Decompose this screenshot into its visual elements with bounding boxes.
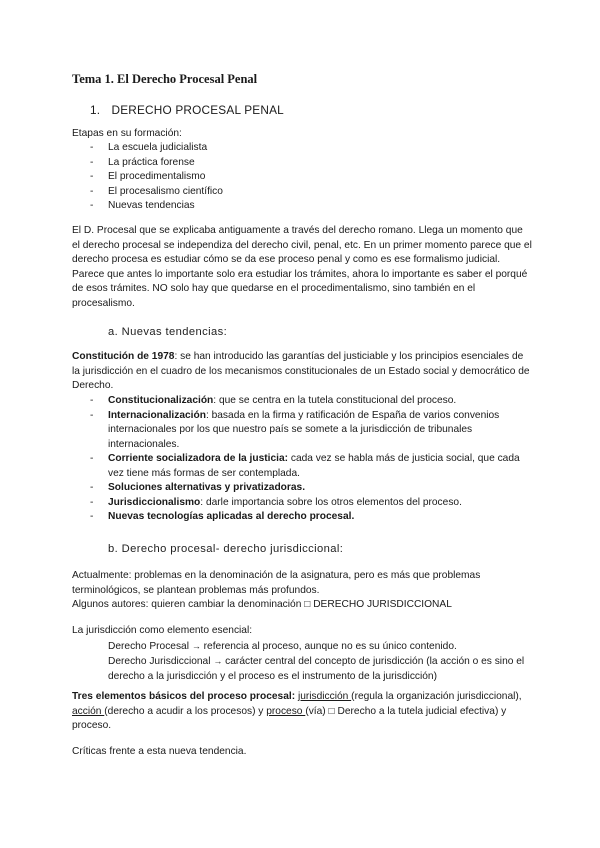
tres-elementos-paragraph: Tres elementos básicos del proceso procesal: jurisdicción (regula la organización jurisdiccional), acción (derecho a acudir a los procesos) y proceso (vía) □ Derecho a la tutela judicial efectiva) y proceso. — [72, 691, 522, 731]
arrow-icon: → — [213, 656, 223, 666]
list-item: - Internacionalización: basada en la firma y ratificación de España de varios convenios internacionales por los que nuestro país se somete a la jurisdicción de tribunales internacionales. — [90, 409, 500, 450]
derecho-jurisdiccional-line: Derecho Jurisdiccional → carácter central del concepto de jurisdicción (la acción o es sino el derecho a la jurisdicción y el proceso es el instrumento de la jurisdicción) — [108, 656, 525, 682]
section-number: 1. — [90, 103, 101, 117]
subsection-b-heading: b. Derecho procesal- derecho jurisdiccional: — [108, 543, 344, 555]
list-item: - La escuela judicialista — [90, 142, 208, 153]
section-heading — [90, 103, 284, 117]
section-title: DERECHO PROCESAL PENAL — [111, 103, 284, 117]
list-item: - La práctica forense — [90, 156, 195, 168]
list-item: - Nuevas tecnologías aplicadas al derecho procesal. — [90, 511, 355, 522]
criticas-paragraph: Críticas frente a esta nueva tendencia. — [72, 746, 247, 757]
box-symbol: □ — [328, 705, 335, 717]
list-item: - Corriente socializadora de la justicia: cada vez se habla más de justicia social, que cada vez tiene más formas de ser contemplada. — [90, 453, 520, 479]
autores-paragraph: Algunos autores: quieren cambiar la denominación □ DERECHO JURISDICCIONAL — [72, 599, 452, 610]
constitucion-paragraph: Constitución de 1978: se han introducido las garantías del justiciable y los principios esenciales de la jurisdicción en el cuadro de los mecanismos constitucionales de un Estado social y democrático de Derecho. — [72, 351, 530, 391]
list-item: - Constitucionalización: que se centra en la tutela constitucional del proceso. — [90, 395, 457, 406]
tendencias-list — [90, 394, 530, 525]
list-item: - Soluciones alternativas y privatizadoras. — [90, 482, 306, 493]
jurisdiccion-label: La jurisdicción como elemento esencial: — [72, 625, 253, 636]
list-item: - El procesalismo científico — [90, 185, 223, 197]
arrow-icon: → — [191, 641, 201, 651]
list-item: - Jurisdiccionalismo: darle importancia sobre los otros elementos del proceso. — [90, 496, 462, 508]
etapas-list — [90, 141, 530, 214]
intro-paragraph: El D. Procesal que se explicaba antiguamente a través del derecho romano. Llega un momento que el derecho procesal se independiza del derecho civil, penal, etc. En un primer momento parece que el derecho procesa es estudiar cómo se da ese proceso penal y como es ese formalismo judicial. Parece que antes lo importante solo era estudiar los trámites, ahora lo importante es saber el porqué de esos trámites. NO solo hay que quedarse en el procedimentalismo, sino también en el procesalismo. — [72, 225, 532, 309]
list-item: - Nuevas tendencias — [90, 200, 195, 211]
document-title: Tema 1. El Derecho Procesal Penal — [72, 72, 258, 86]
box-symbol: □ — [304, 599, 311, 610]
derecho-procesal-line: Derecho Procesal → referencia al proceso, aunque no es su único contenido. — [108, 641, 457, 652]
list-item: - El procedimentalismo — [90, 171, 206, 182]
subsection-a-heading: a. Nuevas tendencias: — [108, 326, 228, 338]
actualmente-paragraph: Actualmente: problemas en la denominación de la asignatura, pero es más que problemas terminológicos, se plantean problemas más profundos. — [72, 570, 481, 596]
etapas-label: Etapas en su formación: — [72, 128, 182, 139]
